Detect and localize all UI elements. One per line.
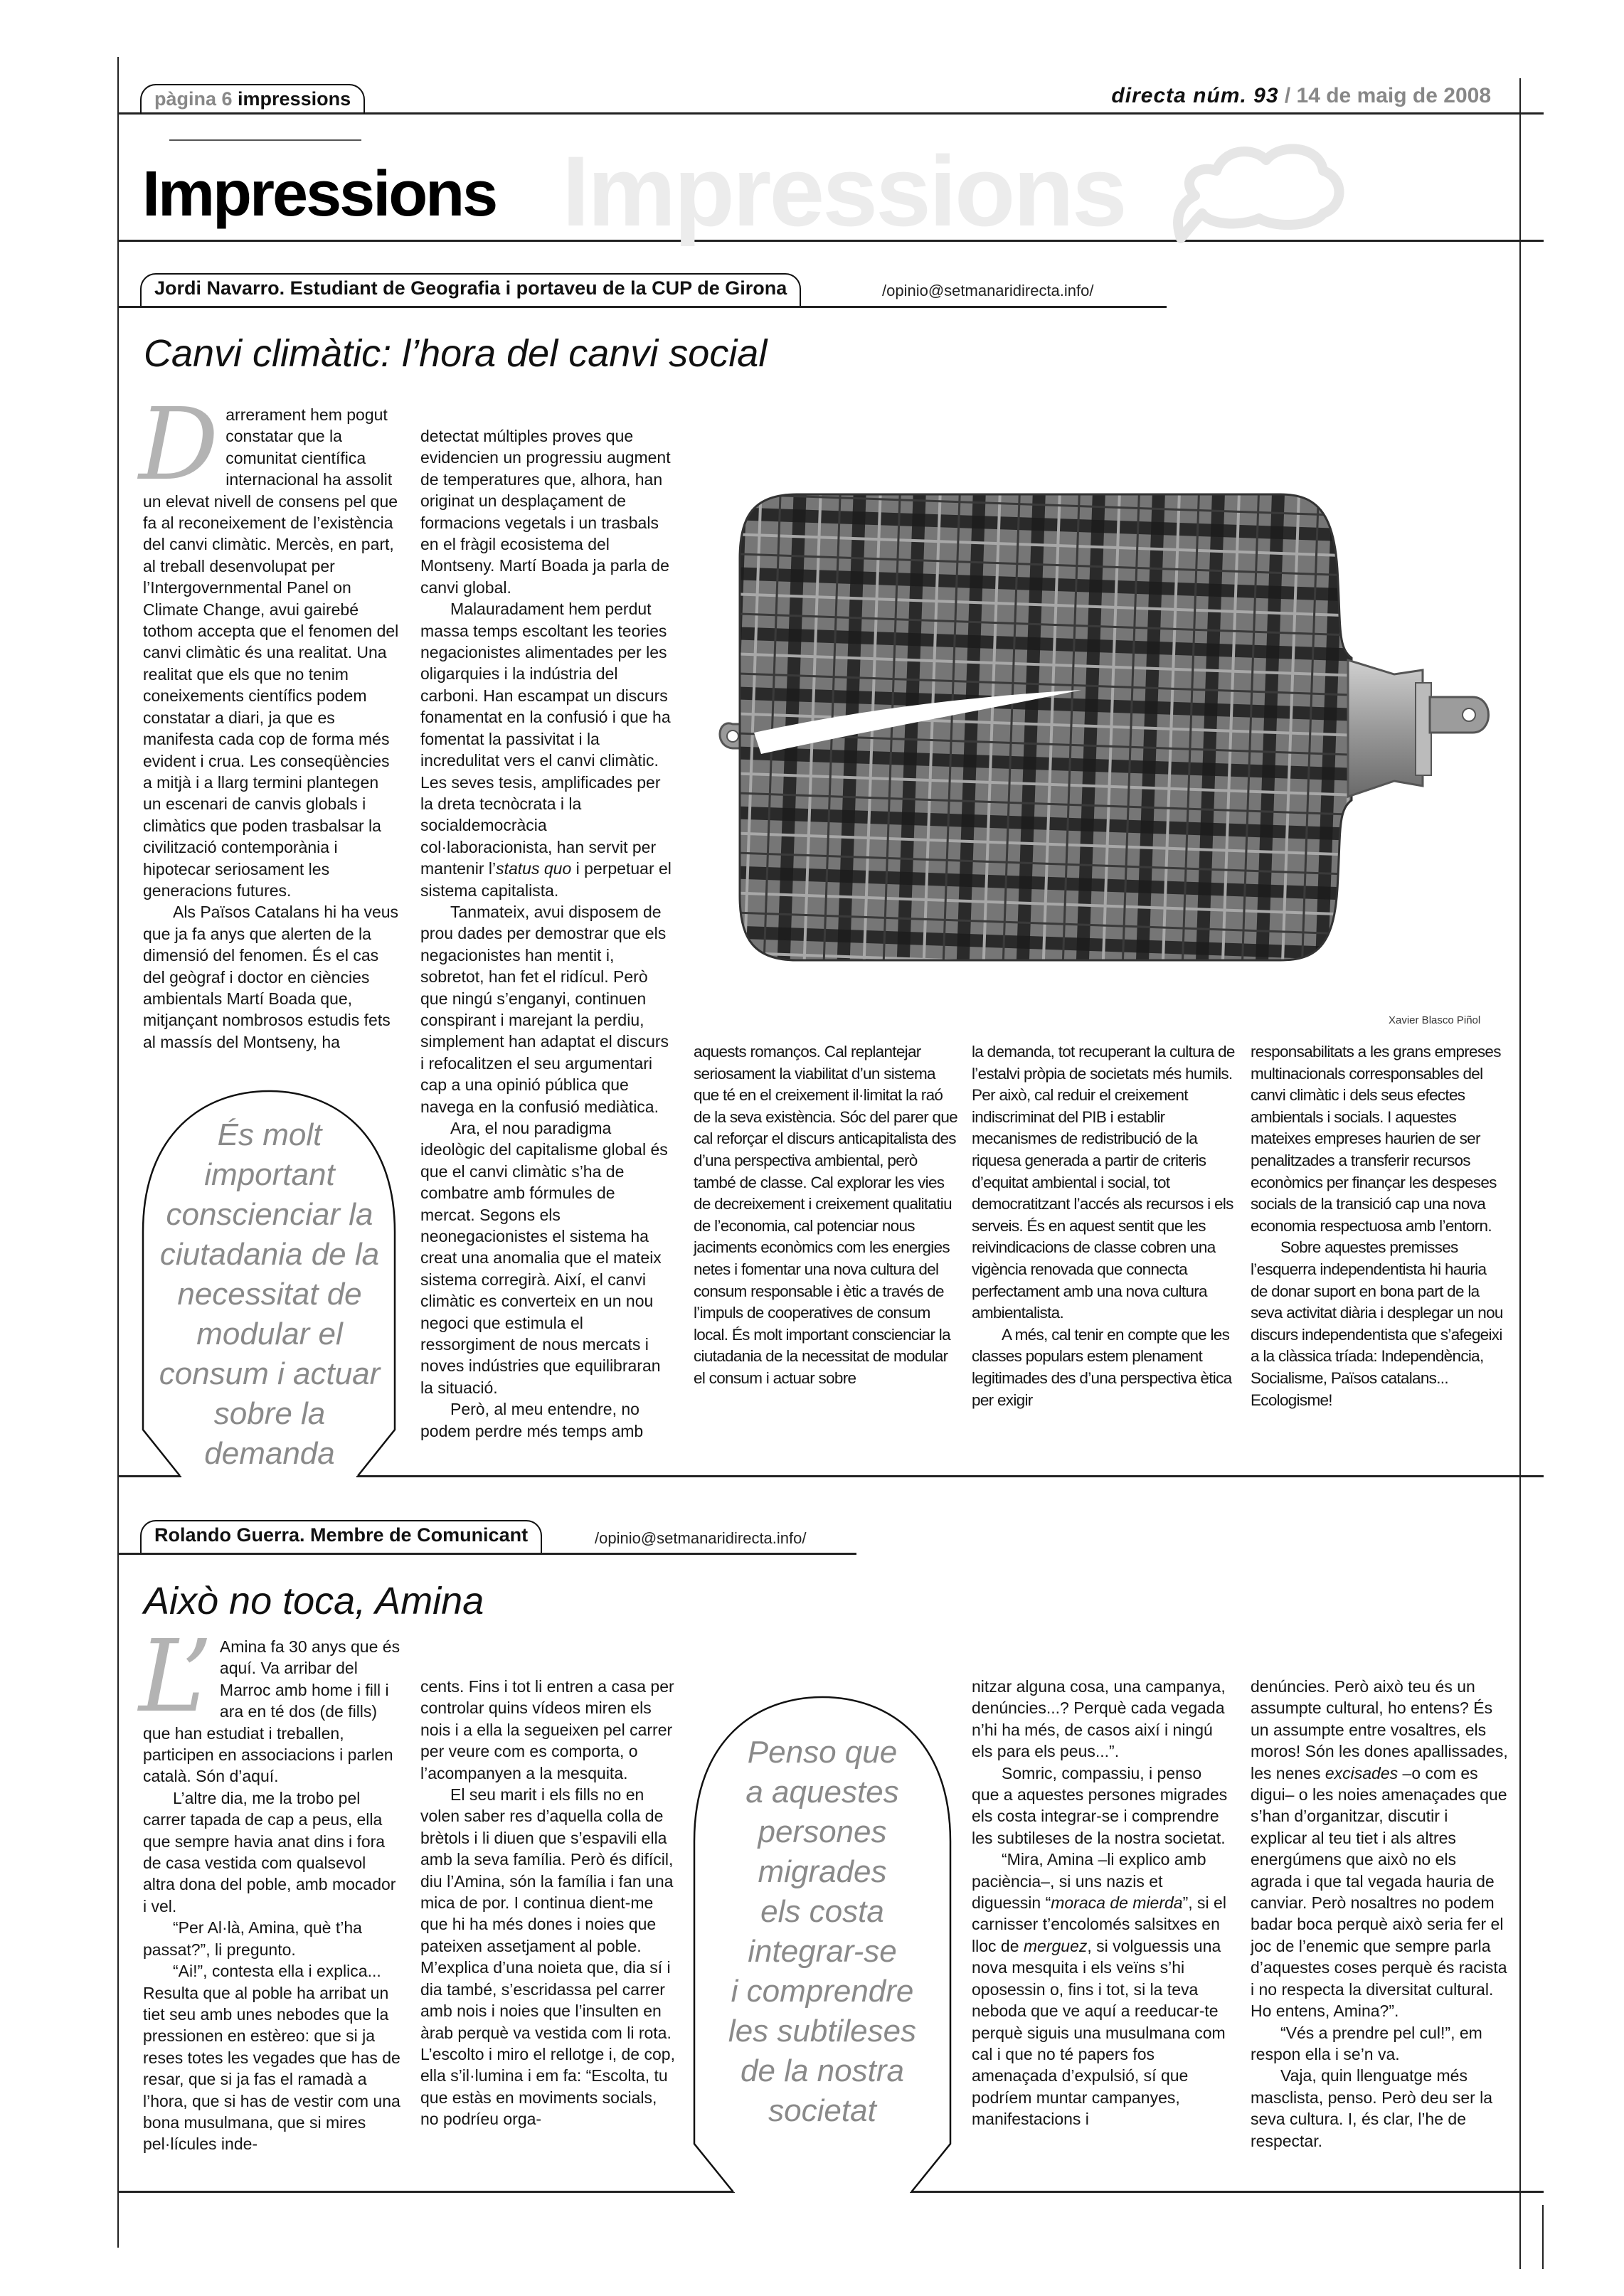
paragraph [972, 1763, 1231, 1849]
paragraph [143, 1787, 400, 1917]
article-column [1251, 1041, 1507, 1411]
article-column [1251, 1676, 1508, 2152]
section-title: Impressions [142, 159, 497, 230]
issue-number: directa núm. 93 [1111, 84, 1279, 107]
text-run: “Mira, Amina –li explico amb paciència–, si uns nazis et diguessin “ [972, 1850, 1206, 1913]
article-headline: Canvi climàtic: l’hora del canvi social [144, 332, 768, 375]
paragraph [1251, 1041, 1507, 1237]
pull-quote-line: sobre la [213, 1396, 326, 1431]
text-run: Però, al meu entendre, no podem perdre més temps amb [420, 1400, 644, 1440]
text-run: responsabilitats a les grans empreses multinacionals corresponsables del canvi climàtic i dels seus efectes ambientals i socials. I aquestes mateixes empreses haurien de ser penalitzades a transferir recursos econòmics per finançar les despeses socials de la transició cap una nova economia respectuosa amb l’entorn. [1251, 1043, 1501, 1235]
pull-quote-line: migrades [758, 1854, 887, 1889]
pull-quote-line: i comprendre [731, 1974, 914, 2009]
contact-email-link[interactable]: /opinio@setmanaridirecta.info/ [595, 1529, 807, 1547]
byline-rule [118, 1553, 856, 1555]
issue-date: / 14 de maig de 2008 [1284, 84, 1491, 107]
text-run: Tanmateix, avui disposem de prou dades per demostrar que els negacionistes han mentit i, sobretot, han fet el ridícul. Però que ningú s’enganyi, continuen conspirant i marejant la perdiu, simplement han adaptat el discurs i refocalitzen el seu argumentari cap a una opinió pública que navega en la confusió mediàtica. [420, 902, 669, 1116]
pull-quote [694, 1733, 951, 2131]
author-tab [140, 273, 801, 307]
text-run: A més, cal tenir en compte que les classes populars estem plenament legitimades des d’una perspectiva ètica per exigir [972, 1325, 1232, 1409]
pull-quote-line: modular el [196, 1317, 343, 1351]
text-run: Amina fa 30 anys que és aquí. Va arribar del Marroc amb home i fill i ara en té dos (de fills) que han estudiat i treballen, participen en associacions i parlen català. Són d’aquí. [143, 1637, 400, 1786]
paragraph [420, 425, 673, 598]
pull-quote-line: els costa [760, 1894, 884, 1929]
pull-quote-line: consum i actuar [159, 1356, 381, 1391]
article-column [139, 1619, 400, 2155]
contact-email-link[interactable]: /opinio@setmanaridirecta.info/ [882, 282, 1094, 299]
right-margin-rule [1519, 78, 1521, 2269]
text-run: ”, si el carnisser t’encolomés salsitxes en lloc de [972, 1893, 1226, 1955]
article-column [420, 1676, 678, 2130]
text-run: “Ai!”, contesta ella i explica... Resulta que al poble ha arribat un tiet seu amb unes nebodes que la pressionen en estèreo: que si ja reses totes les vegades que has de resar, que si ja fas el ramadà a l’hora, que si has de vestir com una bona musulmana, que si mires pel·lícules inde- [143, 1962, 400, 2154]
crop-mark [1542, 2205, 1544, 2269]
pull-quote [143, 1115, 396, 1474]
text-run: Ara, el nou paradigma ideològic del capitalisme global és que el canvi climàtic s’ha de combatre amb fórmules de mercat. Segons els neonegacionistes el sistema ha creat una anomalia que el mateix sistema corregirà. Així, el canvi climàtic es converteix en un nou negoci que estimula el ressorgiment de nous mercats i noves indústries que equilibraran la situació. [420, 1119, 668, 1397]
text-run: cents. Fins i tot li entren a casa per controlar quins vídeos miren els nois i a ella la segueixen pel carrer per veure com es comporta, o l’acompanyen a la mesquita. [420, 1677, 674, 1782]
drop-cap: L’ [139, 1619, 213, 1735]
paragraph [420, 1784, 678, 2130]
text-run: Somric, compassiu, i penso que a aquestes persones migrades els costa integrar-se i comprendre les subtileses de la nostra societat. [972, 1763, 1228, 1847]
hot-water-bottle-photo [711, 484, 1501, 974]
text-run: El seu marit i els fills no en volen saber res d’aquella colla de brètols i li diuen que s’espavili ella amb la seva família. Però és difícil, diu l’Amina, són la família i fan una mica de por. I continua dient-me que hi ha més dones i noies que pateixen assetjament al poble. M’explica d’una noieta que, dia sí i dia també, s’escridassa pel carrer amb nois i noies que l’insulten en àrab perquè va vestida com li rota. L’escolto i miro el rellotge i, de cop, ella s’il·lumina i em fa: “Escolta, tu que estàs en moviments socials, no podríeu orga- [420, 1785, 675, 2129]
paragraph [972, 1849, 1231, 2130]
byline-rule [118, 306, 1167, 308]
italic-text: merguez [1023, 1936, 1088, 1955]
paragraph [143, 901, 399, 1053]
paragraph [420, 1676, 678, 1784]
article-column [694, 1041, 958, 1390]
section-name: impressions [238, 88, 351, 110]
paragraph [420, 1117, 673, 1398]
pull-quote-line: persones [758, 1814, 887, 1849]
paragraph [1251, 2022, 1508, 2066]
pull-quote-line: les subtileses [728, 2014, 917, 2048]
text-run: –o com es digui– o les noies amenaçades que s’han d’organitzar, discutir i explicar al teu tiet i als altres energúmens que això no els agrada i que tal vegada hauria de canviar. Però nosaltres no podem badar boca perquè això seria fer el joc de l’enemic que sempre parla d’aquestes coses perquè és racista i no respecta la diversitat cultural. Ho entens, Amina?”. [1251, 1763, 1507, 2021]
text-run: arrerament hem pogut constatar que la comunitat científica internacional ha assolit un elevat nivell de consens pel que fa al reconeixement de l’existència del canvi climàtic. Mercès, en part, al treball desenvolupat per l’Intergovernmental Panel on Climate Change, avui gairebé tothom accepta que el fenomen del canvi climàtic és una realitat. Una realitat que els que no tenim coneixements científics podem constatar a diari, ja que es manifesta cada cop de forma més evident i crua. Les conseqüències a mitjà i a llarg termini plantegen un escenari de canvis globals i climàtics que poden trasbalsar la civilització contemporània i hipotecar seriosament les generacions futures. [143, 405, 399, 900]
pull-quote-line: important [204, 1157, 335, 1192]
pull-quote-line: integrar-se [748, 1934, 897, 1969]
text-run: Vaja, quin llenguatge més masclista, penso. Però deu ser la seva cultura. I, és clar, l’he de respectar. [1251, 2066, 1493, 2150]
text-run: , si volguessis una nova mesquita i els veïns s’hi oposessin o, fins i tot, si la teva neboda que ve aquí a reeducar-te perquè siguis una musulmana com cal i que no té papers fos amenaçada d’expulsió, sí que podríem muntar campanyes, manifestacions i [972, 1936, 1226, 2129]
page-section-tab [140, 84, 365, 114]
paragraph [972, 1041, 1235, 1324]
author-byline: Jordi Navarro. Estudiant de Geografia i portaveu de la CUP de Girona [154, 277, 787, 299]
drop-cap: D [139, 387, 219, 503]
article-column [972, 1676, 1231, 2130]
text-run: nitzar alguna cosa, una campanya, denúncies...? Perquè cada vegada n’hi ha més, de casos així i ningú els para els peus...”. [972, 1677, 1226, 1761]
paragraph [1251, 1676, 1508, 2022]
text-run: L’altre dia, me la trobo pel carrer tapada de cap a peus, ella que sempre havia anat dins i fora de casa vestida com qualsevol altra dona del poble, amb mocador i vel. [143, 1788, 396, 1915]
page-number: pàgina 6 [154, 88, 233, 110]
paragraph [694, 1041, 958, 1390]
text-run: Sobre aquestes premisses l’esquerra independentista hi hauria de donar suport en bona part de la seva activitat diària i desplegar un nou discurs independentista que s’afegeixi a la clàssica tríada: Independència, Socialisme, Països catalans... Ecologisme! [1251, 1238, 1503, 1409]
pull-quote-line: societat [768, 2093, 876, 2128]
paragraph [420, 1398, 673, 1442]
cloud-icon [1167, 139, 1352, 245]
text-run: detectat múltiples proves que evidencien un progressiu augment de temperatures que, alhora, han originat un desplaçament de formacions vegetals i un trasbals en el fràgil ecosistema del Montseny. Martí Boada ja parla de canvi global. [420, 427, 671, 597]
article-column [972, 1041, 1235, 1411]
text-run: “Per Al·là, Amina, què t’ha passat?”, li pregunto. [143, 1918, 362, 1959]
italic-text: moraca de mierda [1051, 1893, 1183, 1913]
photo-credit: Xavier Blasco Piñol [1389, 1014, 1481, 1026]
pull-quote-line: necessitat de [177, 1277, 362, 1312]
paragraph [143, 1960, 400, 2155]
article-column [420, 425, 673, 1442]
pull-quote-line: demanda [204, 1436, 335, 1471]
section-title-watermark: Impressions [562, 135, 1125, 247]
paragraph [1251, 2065, 1508, 2152]
paragraph [972, 1324, 1235, 1411]
pull-quote-line: conscienciar la [166, 1197, 373, 1232]
title-accent-rule [169, 139, 361, 141]
paragraph [420, 598, 673, 901]
italic-text: excisades [1325, 1763, 1399, 1782]
masthead-info [1111, 84, 1491, 108]
text-run: denúncies. Però això teu és un assumpte cultural, ho entens? És un assumpte entre vosaltres, els moros! Són les dones apallissades, les nenes [1251, 1677, 1508, 1782]
pull-quote-line: És molt [217, 1117, 322, 1152]
text-run: “Vés a prendre pel cul!”, em respon ella i se’n va. [1251, 2023, 1482, 2063]
author-tab [140, 1520, 542, 1553]
left-margin-rule [117, 57, 119, 2248]
text-run: Malauradament hem perdut massa temps escoltant les teories negacionistes alimentades per les oligarquies i la indústria del carboni. Han escampat un discurs fonamentat en la confusió i que ha fomentat la passivitat i la incredulitat vers el canvi climàtic. Les seves tesis, amplificades per la dreta tecnòcrata i la socialdemocràcia col·laboracionista, han servit per mantenir l’ [420, 600, 671, 878]
text-run: Als Països Catalans hi ha veus que ja fa anys que alerten de la dimensió del fenomen. És el cas del geògraf i doctor en ciències ambientals Martí Boada que, mitjançant nombrosos estudis fets al massís del Montseny, ha [143, 903, 399, 1051]
pull-quote-line: a aquestes [745, 1775, 899, 1809]
italic-text: status quo [496, 859, 572, 878]
article-headline: Això no toca, Amina [144, 1580, 484, 1622]
text-run: aquests romanços. Cal replantejar seriosament la viabilitat d’un sistema que té en el creixement il·limitat la raó de la seva existència. Sóc del parer que cal reforçar el discurs anticapitalista des d’una perspectiva ambiental, però també de classe. Cal explorar les vies de decreixement i creixement qualitatiu de l’economia, cal potenciar nous jaciments econòmics com les energies netes i fomentar una nova cultura del consum responsable i ètic a través de l’impuls de cooperatives de consum local. És molt important conscienciar la ciutadania de la necessitat de modular el consum i actuar sobre [694, 1043, 957, 1387]
pull-quote-line: Penso que [747, 1735, 898, 1770]
article-column [139, 387, 399, 1053]
pull-quote-line: ciutadania de la [159, 1237, 380, 1272]
paragraph [1251, 1237, 1507, 1411]
paragraph [972, 1676, 1231, 1763]
paragraph [143, 1917, 400, 1960]
author-byline: Rolando Guerra. Membre de Comunicant [154, 1524, 529, 1546]
pull-quote-line: de la nostra [741, 2053, 904, 2088]
text-run: la demanda, tot recuperant la cultura de l’estalvi pròpia de societats més humils. Per això, cal reduir el creixement indiscriminat del PIB i establir mecanismes de redistribució de la riquesa generada a partir de criteris d’equitat ambiental i social, tot democratitzant l’accés als recursos i els serveis. És en aquest sentit que les reivindicacions de classe cobren una vigència renovada que connecta perfectament amb una nova cultura ambientalista. [972, 1043, 1235, 1322]
paragraph [420, 901, 673, 1117]
text-run: i perpetuar el sistema capitalista. [420, 859, 672, 900]
